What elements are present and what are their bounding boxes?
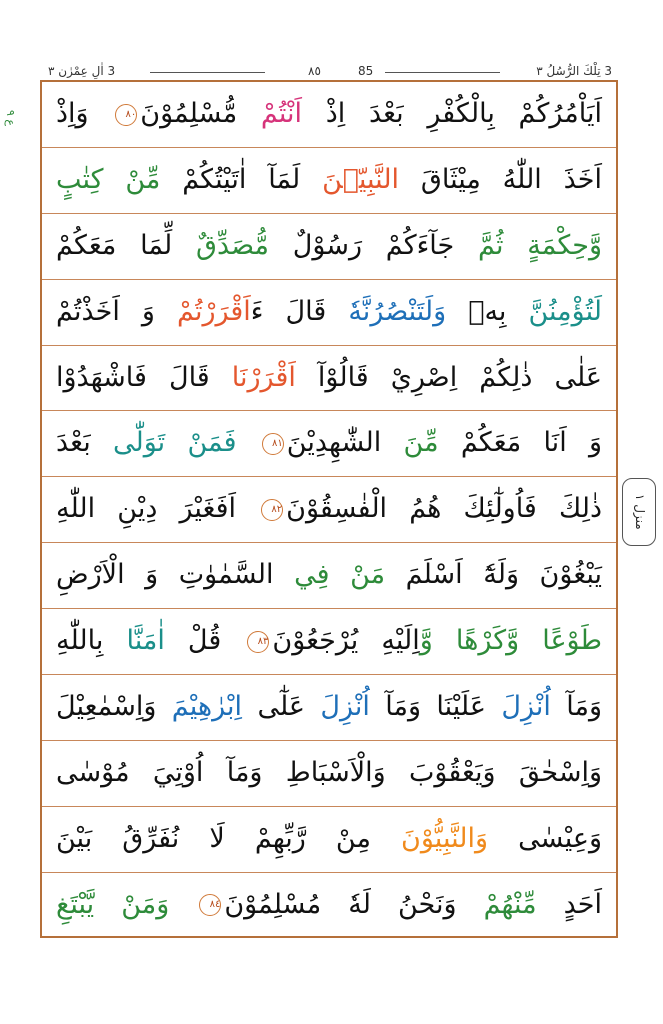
verse-text: السَّمٰوٰتِ وَ الْاَرْضِ bbox=[56, 559, 295, 591]
verse-line bbox=[42, 411, 616, 477]
verse-text: عَلٰٓى bbox=[242, 691, 321, 723]
verse-line bbox=[42, 807, 616, 873]
verse-text: وَّحِكْمَةٍ ثُمَّ bbox=[478, 229, 602, 261]
verse-text: الشّٰهِدِيْنَ bbox=[286, 427, 404, 459]
verse-text: لِّمَا مَعَكُمْ bbox=[56, 229, 196, 261]
verse-text: اُنْزِلَ bbox=[501, 691, 551, 723]
verse-text: اِلَيْهِ يُرْجَعُوْنَ bbox=[272, 625, 420, 657]
header-surah-left: 3 اٰلِ عِمْرٰن ٣ bbox=[48, 64, 116, 78]
verse-text: يَبْغُوْنَ وَلَهٗٓ اَسْلَمَ bbox=[385, 559, 603, 591]
verse-text: وَنَحْنُ لَهٗ مُسْلِمُوْنَ bbox=[224, 888, 484, 920]
ayah-number-marker: ٨٠ bbox=[115, 104, 137, 126]
verse-text: قُلْ bbox=[164, 625, 245, 657]
verse-line bbox=[42, 741, 616, 807]
verse-line bbox=[42, 609, 616, 675]
verse-text: وَمَنْ يَّبْتَغِ bbox=[56, 888, 197, 920]
ayah-number-marker: ٨٢ bbox=[261, 499, 283, 521]
verse-line bbox=[42, 873, 616, 939]
verse-text: فَمَنْ تَوَلّٰى bbox=[112, 427, 259, 459]
verse-text: وَاِسْمٰعِيْلَ bbox=[56, 691, 172, 723]
quran-text-lines bbox=[42, 82, 616, 939]
verse-line bbox=[42, 214, 616, 280]
verse-text: اُنْزِلَ bbox=[320, 691, 370, 723]
verse-text: مُّسْلِمُوْنَ bbox=[140, 98, 261, 129]
verse-text: وَالنَّبِيُّوْنَ bbox=[401, 822, 489, 854]
header-page-number: 85 bbox=[358, 64, 374, 78]
verse-text: اٰمَنَّا bbox=[126, 625, 165, 657]
verse-line bbox=[42, 82, 616, 148]
header-rule-right bbox=[385, 72, 500, 73]
verse-text: اَخَذَ اللّٰهُ مِيْثَاقَ bbox=[399, 163, 602, 195]
verse-line bbox=[42, 346, 616, 412]
verse-text: اَيَاْمُرُكُمْ بِالْكُفْرِ بَعْدَ اِذْ bbox=[302, 98, 602, 129]
verse-text: لَتُؤْمِنُنَّ bbox=[528, 295, 602, 327]
header-surah-right: 3 تِلْكَ الرُّسُلُ ٣ bbox=[536, 64, 612, 78]
header-page-number-urdu: ٨٥ bbox=[308, 64, 321, 78]
verse-text: وَمَآ bbox=[550, 691, 603, 723]
verse-line bbox=[42, 148, 616, 214]
verse-text: لَمَآ اٰتَيْتُكُمْ bbox=[160, 163, 323, 195]
manzil-marker: منزل ١ bbox=[622, 478, 656, 546]
ayah-number-marker: ٨٤ bbox=[199, 894, 221, 916]
header-rule-left bbox=[150, 72, 265, 73]
verse-text: وَاِسْحٰقَ وَيَعْقُوْبَ وَالْاَسْبَاطِ وَمَآ اُوْتِيَ مُوْسٰى bbox=[56, 756, 602, 788]
verse-line bbox=[42, 543, 616, 609]
verse-text: مِّنْهُمْ bbox=[483, 888, 537, 920]
ruku-marker: ع ۹ bbox=[4, 110, 17, 126]
verse-line bbox=[42, 280, 616, 346]
verse-text: وَ اَنَا مَعَكُمْ bbox=[438, 427, 602, 459]
ayah-number-marker: ٨٣ bbox=[247, 631, 269, 653]
verse-line bbox=[42, 675, 616, 741]
verse-text: مِّنْ كِتٰبٍ bbox=[56, 163, 161, 195]
ayah-number-marker: ٨١ bbox=[262, 433, 284, 455]
verse-text: بَعْدَ bbox=[56, 427, 113, 459]
verse-line bbox=[42, 477, 616, 543]
verse-text: وَلَتَنْصُرُنَّهٗ bbox=[348, 295, 447, 327]
verse-text: اِبْرٰهِيْمَ bbox=[171, 691, 243, 723]
verse-text: جَآءَكُمْ رَسُوْلٌ bbox=[269, 229, 478, 261]
verse-text: بِاللّٰهِ bbox=[56, 625, 127, 657]
verse-text: قَالَ ءَ bbox=[250, 295, 349, 327]
verse-text: اَقْرَرْنَا bbox=[231, 361, 296, 393]
verse-text: اَحَدٍ bbox=[536, 888, 602, 920]
verse-text: ذٰلِكَ فَاُولٰٓئِكَ هُمُ الْفٰسِقُوْنَ bbox=[286, 493, 602, 525]
verse-text: النَّبِيّٖنَ bbox=[322, 163, 400, 195]
verse-text: وَ اَخَذْتُمْ bbox=[56, 295, 177, 327]
verse-text: مِّنَ bbox=[403, 427, 439, 459]
verse-text: اَفَغَيْرَ دِيْنِ اللّٰهِ bbox=[56, 493, 259, 525]
verse-text: عَلَيْنَا وَمَآ bbox=[369, 691, 502, 723]
verse-text: مِنْ رَّبِّهِمْ لَا نُفَرِّقُ بَيْنَ bbox=[56, 822, 402, 854]
verse-text: مُّصَدِّقٌ bbox=[196, 229, 269, 261]
verse-text: اَنْتُمْ bbox=[260, 98, 303, 129]
verse-text: وَعِيْسٰى bbox=[488, 822, 602, 854]
verse-text: عَلٰى ذٰلِكُمْ اِصْرِيْ قَالُوْآ bbox=[295, 361, 602, 393]
verse-text: وَاِذْ bbox=[56, 98, 113, 129]
verse-text: طَوْعًا وَّكَرْهًا وَّ bbox=[419, 625, 602, 657]
verse-text: اَقْرَرْتُمْ bbox=[176, 295, 251, 327]
verse-text: بِهٖ bbox=[446, 295, 529, 327]
verse-text: مَنْ فِي bbox=[294, 559, 386, 591]
verse-text: قَالَ فَاشْهَدُوْا bbox=[56, 361, 232, 393]
